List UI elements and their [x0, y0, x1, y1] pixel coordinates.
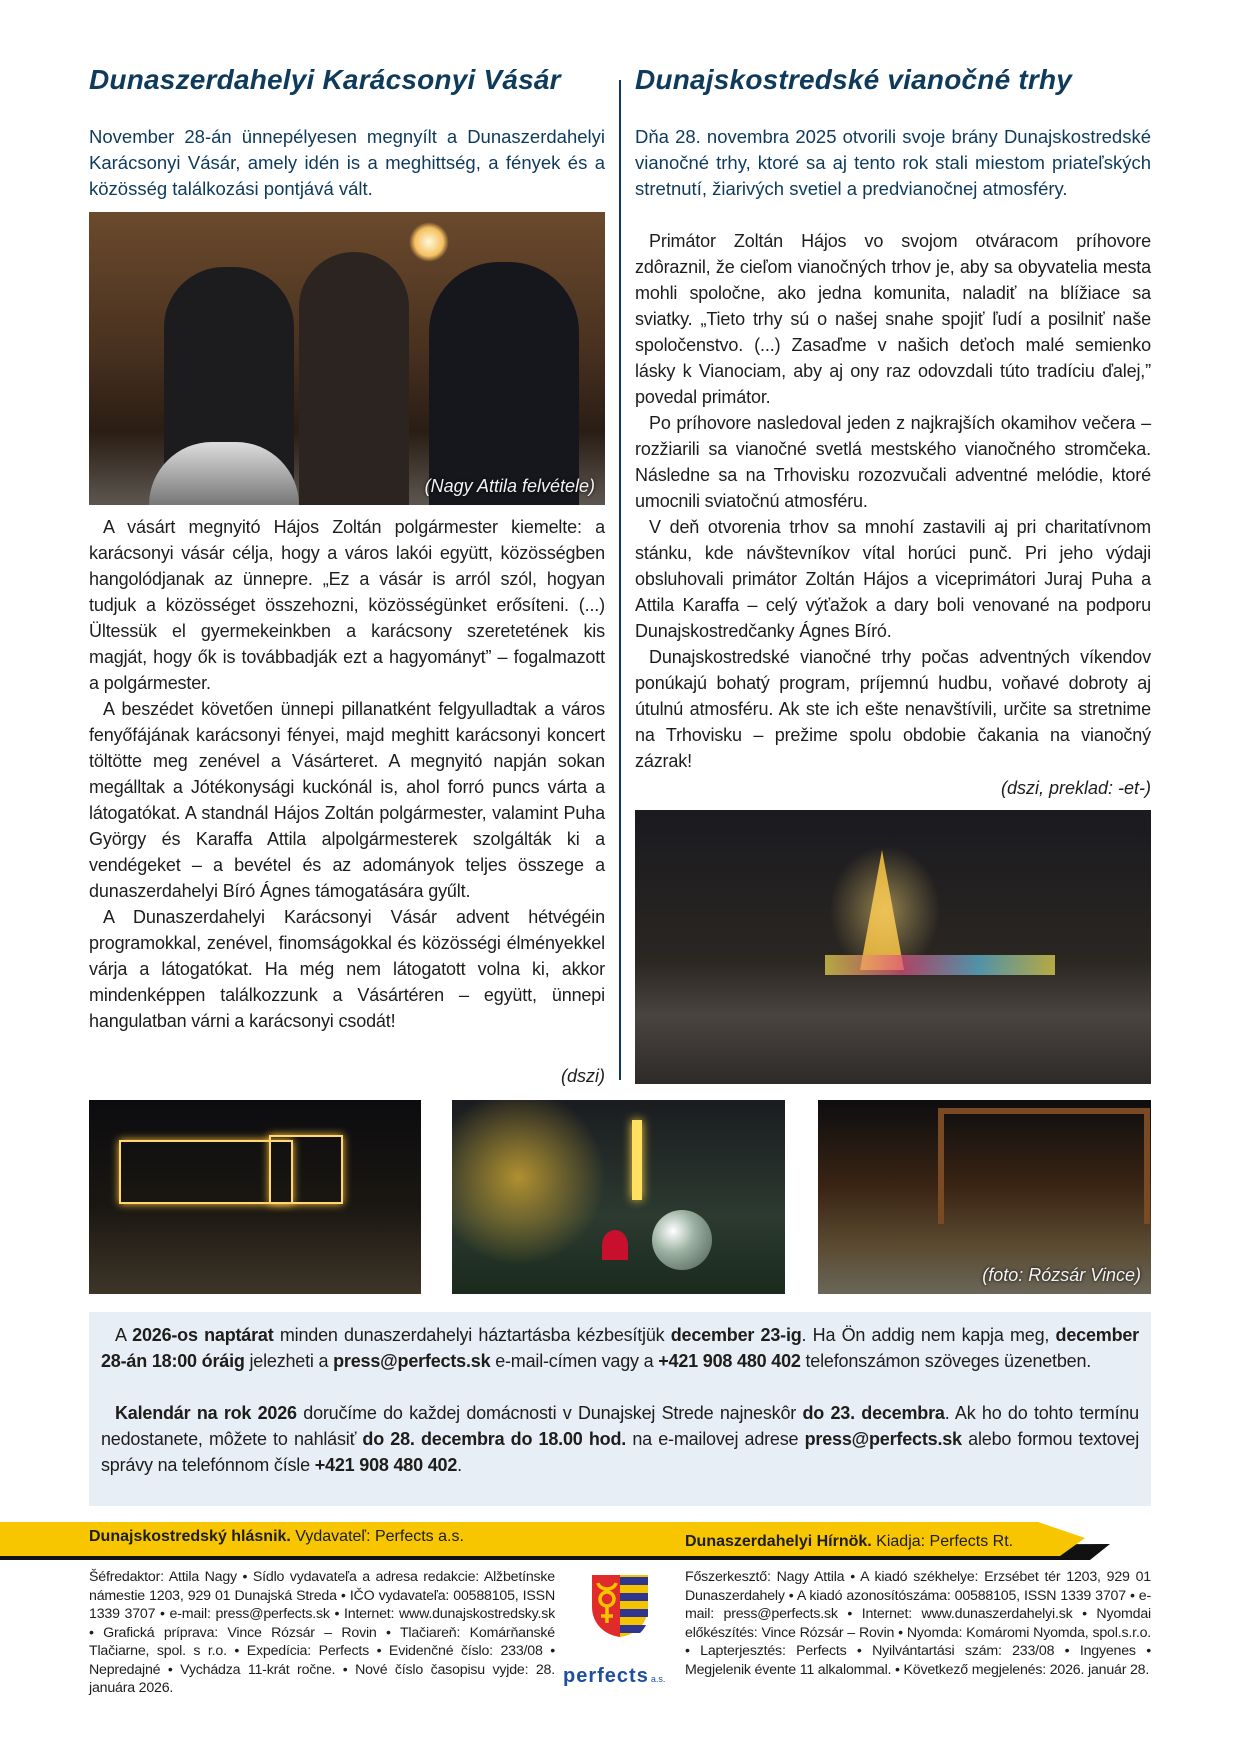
- ornament-ball: [652, 1210, 712, 1270]
- carousel-lights: [825, 955, 1055, 975]
- left-article-title: Dunaszerdahelyi Karácsonyi Vásár: [89, 64, 561, 95]
- person-figure: [429, 262, 579, 505]
- paragraph: A Dunaszerdahelyi Karácsonyi Vásár advent hétvégéin programokkal, zenével, finomságokkal és közösségi élményekkel várja a látogatókat. Ha még nem látogatott volna ki, akkor mindenképpen találkozzunk a Vásártéren – együtt, ünnepi hangulatban várni a karácsonyi csodát!: [89, 907, 605, 1031]
- nativity-stable: [938, 1108, 1150, 1224]
- left-article-body: [89, 514, 605, 1034]
- email-link[interactable]: press@perfects.sk: [333, 1351, 491, 1371]
- sk-imprint: Šéfredaktor: Attila Nagy • Sídlo vydavateľa a adresa redakcie: Alžbetínske námestie 1203, 929 01 Dunajská Streda • IČO vydavateľa: 00588105, ISSN 1339 3707 • e-mail: press@perfects.sk • Internet: www.dunajskostredsky.sk • Grafická príprava: Vince Rózsár – Rovin • Tlačiareň: Komárňanské Tlačiarne, spol. s r.o. • Expedícia: Perfects • Evidenčné číslo: 233/08 • Nepredajné • Vychádza 11-krát ročne. • Nové číslo časopisu vyjde: 28. januára 2026.: [89, 1569, 555, 1696]
- photo-strip-caption: (foto: Rózsár Vince): [982, 1265, 1141, 1285]
- left-article-credit: (dszi): [561, 1066, 605, 1086]
- photo-christmas-square: [635, 810, 1151, 1084]
- lamp-glow: [409, 222, 449, 262]
- lit-house-outline: [269, 1135, 343, 1204]
- column-divider: [619, 80, 621, 1080]
- paragraph: Po príhovore nasledoval jeden z najkrajších okamihov večera – rozžiarili sa vianočné svetlá mestského vianočného stromčeka. Následne sa na Trhovisku rozozvučali adventné melódie, ktoré umocnili sviatočnú atmosféru.: [635, 413, 1151, 511]
- photo-market-stall: [89, 212, 605, 505]
- photo-caption: (Nagy Attila felvétele): [424, 476, 595, 496]
- right-article-lead: Dňa 28. novembra 2025 otvorili svoje brány Dunajskostredské vianočné trhy, ktoré sa aj tento rok stali miestom priateľských stretnutí, žiarivých svetiel a predvianočnej atmosféry.: [635, 126, 1151, 199]
- coat-of-arms-icon: [592, 1575, 648, 1637]
- sk-masthead: Dunajskostredský hlásnik. Vydavateľ: Perfects a.s.: [89, 1528, 464, 1545]
- light-pole: [632, 1120, 642, 1200]
- calendar-notice: [89, 1312, 1151, 1506]
- paragraph: A vásárt megnyitó Hájos Zoltán polgármester kiemelte: a karácsonyi vásár célja, hogy a város lakói együtt, közösségben hangolódjanak az ünnepre. „Ez a vásár is arról szól, hogyan tudjuk a közösséget összehozni, közösségünket erősíteni. (...) Ültessük el gyermekeinkben a karácsony szeretetének kis magját, hogy ők is továbbadják ezt a hagyományt” – fogalmazott a polgármester.: [89, 517, 605, 693]
- hu-imprint: Főszerkesztő: Nagy Attila • A kiadó székhelye: Erzsébet tér 1203, 929 01 Dunaszerdahely • A kiadó azonosítószáma: 00588105, ISSN 1339 3707 • e-mail: press@perfects.sk • Internet: www.dunaszerdahelyi.sk • Nyomdai előkészítés: Vince Rózsár – Rovin • Nyomda: Komáromi Nyomda, spol.s.r.o. • Lapterjesztés: Perfects • Nyilvántartási szám: 233/08 • Ingyenes • Megjelenik évente 11 alkalommal. • Következő megjelenés: 2026. január 28.: [685, 1569, 1151, 1678]
- right-article-credit: (dszi, preklad: -et-): [1000, 778, 1151, 798]
- photo-nativity: [818, 1100, 1151, 1294]
- paragraph: Primátor Zoltán Hájos vo svojom otváracom príhovore zdôraznil, že cieľom vianočných trhov je, aby sa obyvatelia mesta mohli spoločne, ako jedna komunita, naladiť na blížiace sa sviatky. „Tieto trhy sú o našej snahe spojiť ľudí a posilniť naše spoločenstvo. (...) Zasaďme v našich deťoch malé semienko lásky k Vianociam, aby aj ony raz odovzdali túto tradíciu ďalej,” povedal primátor.: [635, 231, 1151, 407]
- right-article-title: Dunajskostredské vianočné trhy: [635, 64, 1073, 95]
- paragraph: V deň otvorenia trhov sa mnohí zastavili aj pri charitatívnom stánku, kde návštevníkov vítal horúci punč. Pri jeho výdaji obsluhovali primátor Zoltán Hájos a viceprimátori Juraj Puha a Attila Karaffa – celý výťažok a dary boli venované na podporu Dunajskostredčanky Ágnes Bíró.: [635, 517, 1151, 641]
- photo-ornaments: [452, 1100, 785, 1294]
- lit-house-outline: [119, 1140, 293, 1204]
- person-figure: [299, 252, 409, 505]
- left-article-lead: November 28-án ünnepélyesen megnyílt a Dunaszerdahelyi Karácsonyi Vásár, amely idén is a meghittség, a fények és a közösség találkozási pontjává vált.: [89, 126, 605, 199]
- perfects-logo: perfects a.s.: [563, 1665, 666, 1687]
- notice-sk: Kalendár na rok 2026 doručíme do každej domácnosti v Dunajskej Strede najneskôr do 23. decembra. Ak ho do tohto termínu nedostanete, môžete to nahlásiť do 28. decembra do 18.00 hod. na e-mailovej adrese press@perfects.sk alebo formou textovej správy na telefónnom čísle +421 908 480 402.: [101, 1403, 1139, 1475]
- paragraph: Dunajskostredské vianočné trhy počas adventných víkendov ponúkajú bohatý program, príjemnú hudbu, voňavé dobroty aj útulnú atmosféru. Ak ste ich ešte nenavštívili, určite sa stretnime na Trhovisku – prežime spolu obdobie čakania na vianočný zázrak!: [635, 647, 1151, 771]
- email-link[interactable]: press@perfects.sk: [804, 1429, 962, 1449]
- photo-light-house: [89, 1100, 421, 1294]
- right-article-body: [635, 228, 1151, 774]
- notice-hu: A 2026-os naptárat minden dunaszerdahelyi háztartásba kézbesítjük december 23-ig. Ha Ön addig nem kapja meg, december 28-án 18:00 óráig jelezheti a press@perfects.sk e-mail-címen vagy a +421 908 480 402 telefonszámon szöveges üzenetben.: [101, 1325, 1139, 1371]
- phone-number: +421 908 480 402: [658, 1351, 801, 1371]
- hu-masthead: Dunaszerdahelyi Hírnök. Kiadja: Perfects Rt.: [685, 1533, 1014, 1550]
- red-bow: [602, 1230, 628, 1260]
- paragraph: A beszédet követően ünnepi pillanatként felgyulladtak a város fenyőfájának karácsonyi fényei, majd meghitt karácsonyi koncert töltötte meg zenével a Vásárteret. A megnyitó napján sokan megálltak a Jótékonysági kuckónál is, ahol forró puncs várta a látogatókat. A standnál Hájos Zoltán polgármester, valamint Puha György és Karaffa Attila alpolgármesterek szolgálták ki a vendégeket – a bevétel és az adományok teljes összege a dunaszerdahelyi Bíró Ágnes támogatására gyűlt.: [89, 699, 605, 901]
- phone-number: +421 908 480 402: [314, 1455, 458, 1475]
